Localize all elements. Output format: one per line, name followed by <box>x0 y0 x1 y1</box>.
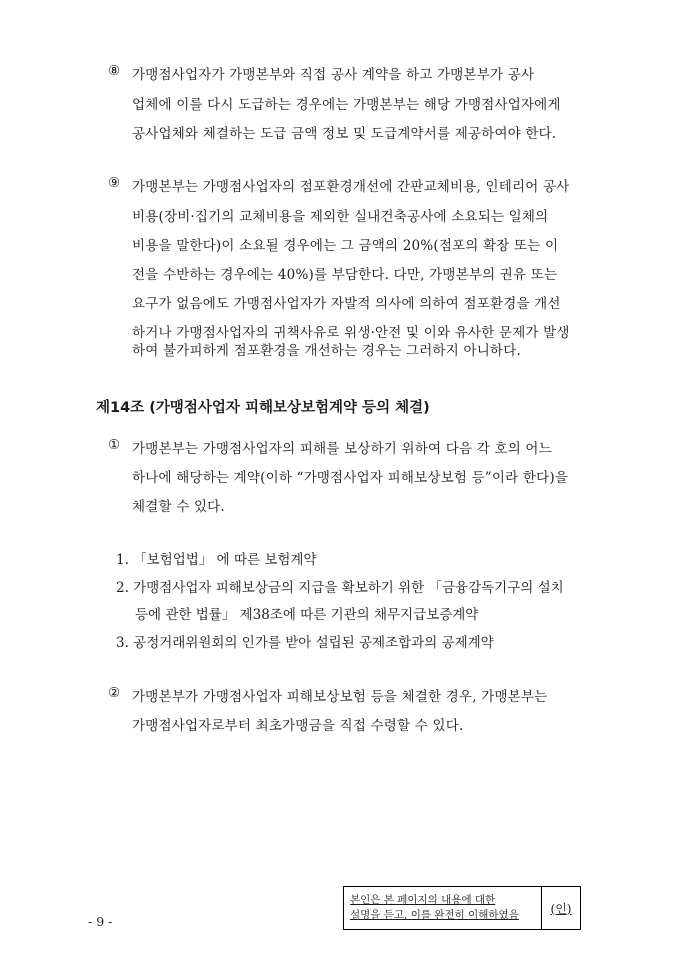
list-item: 3. 공정거래위원회의 인가를 받아 설립된 공제조합과의 공제계약 <box>116 635 494 651</box>
paragraph-marker: ⑧ <box>108 63 121 79</box>
paragraph-line: 가맹점사업자로부터 최초가맹금을 직접 수령할 수 있다. <box>132 718 464 734</box>
confirmation-text <box>344 887 542 929</box>
page-number: - 9 - <box>88 914 113 929</box>
seal-field[interactable]: (인) <box>550 901 572 916</box>
paragraph-line: 가맹본부가 가맹점사업자 피해보상보험 등을 체결한 경우, 가맹본부는 <box>132 689 548 705</box>
paragraph-line: 가맹본부는 가맹점사업자의 피해를 보상하기 위하여 다음 각 호의 어느 <box>132 441 552 457</box>
confirmation-box <box>343 886 581 930</box>
paragraph-line: 하여 불가피하게 점포환경을 개선하는 경우는 그러하지 아니하다. <box>132 343 521 359</box>
list-item: 2. 가맹점사업자 피해보상금의 지급을 확보하기 위한 「금융감독기구의 설치 <box>116 580 564 596</box>
list-item: 1. 「보험업법」 에 따른 보험계약 <box>116 552 317 568</box>
paragraph-line: 요구가 없음에도 가맹점사업자가 자발적 의사에 의하여 점포환경을 개선 <box>132 296 561 312</box>
paragraph-line: 하거나 가맹점사업자의 귀책사유로 위생·안전 및 이와 유사한 문제가 발생 <box>132 325 570 341</box>
paragraph-line: 전을 수반하는 경우에는 40%)를 부담한다. 다만, 가맹본부의 권유 또는 <box>132 267 558 283</box>
paragraph-line: 비용(장비·집기의 교체비용을 제외한 실내건축공사에 소요되는 일체의 <box>132 209 549 225</box>
paragraph-marker: ⑨ <box>108 175 121 191</box>
confirmation-line: 설명을 듣고, 이를 완전히 이해하였음 <box>350 909 519 921</box>
paragraph-line: 업체에 이를 다시 도급하는 경우에는 가맹본부는 해당 가맹점사업자에게 <box>132 97 561 113</box>
paragraph-line: 체결할 수 있다. <box>132 499 225 515</box>
paragraph-line: 가맹본부는 가맹점사업자의 점포환경개선에 간판교체비용, 인테리어 공사 <box>132 179 570 195</box>
confirmation-line: 본인은 본 페이지의 내용에 대한 <box>350 894 496 906</box>
article-heading: 제14조 (가맹점사업자 피해보상보험계약 등의 체결) <box>96 400 430 416</box>
paragraph-line: 공사업체와 체결하는 도급 금액 정보 및 도급계약서를 제공하여야 한다. <box>132 126 557 142</box>
paragraph-line: 가맹점사업자가 가맹본부와 직접 공사 계약을 하고 가맹본부가 공사 <box>132 67 535 83</box>
paragraph-marker: ① <box>108 437 121 453</box>
paragraph-line: 비용을 말한다)이 소요될 경우에는 그 금액의 20%(점포의 확장 또는 이 <box>132 238 559 254</box>
list-item-continuation: 등에 관한 법률」 제38조에 따른 기관의 채무지급보증계약 <box>135 607 479 623</box>
paragraph-line: 하나에 해당하는 계약(이하 “가맹점사업자 피해보상보험 등”이라 한다)을 <box>132 470 569 486</box>
paragraph-marker: ② <box>108 685 121 701</box>
